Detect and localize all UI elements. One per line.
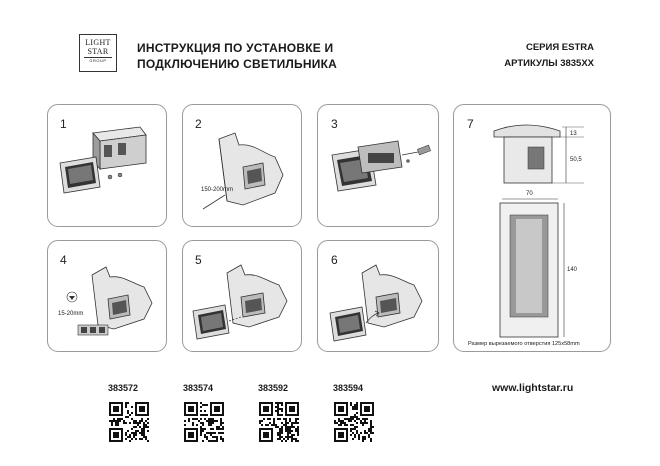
dim-13: 13 [570,131,577,137]
step-5-panel [182,240,302,352]
step-2-dimension: 150-200mm [201,187,234,193]
website-link[interactable]: www.lightstar.ru [492,382,574,394]
step-7-number: 7 [467,117,474,131]
step-4-illustration [48,241,168,353]
step-7-dimension-drawing [454,105,612,353]
step-4-number: 4 [60,253,67,267]
qr-code-2 [184,402,224,442]
dim-140: 140 [567,267,578,273]
qr-code-1 [109,402,149,442]
series-articles: АРТИКУЛЫ 3835XX [504,58,594,69]
series-info [498,40,594,72]
step-1-panel [47,104,167,227]
dim-50-5: 50,5 [570,157,582,163]
dim-70: 70 [526,191,533,197]
step-1-illustration [48,105,168,228]
brand-logo [79,34,117,72]
step-7-panel [453,104,611,352]
article-code-3: 383592 [258,383,289,393]
step-4-panel [47,240,167,352]
article-code-1: 383572 [108,383,139,393]
logo-line-2: STAR [87,47,109,56]
step-2-panel [182,104,302,227]
series-name: СЕРИЯ ESTRA [525,42,594,53]
step-2-number: 2 [195,117,202,131]
qr-code-4 [334,402,374,442]
qr-code-3 [259,402,299,442]
step-3-panel [317,104,439,227]
step-4-dimension: 15-20mm [58,311,84,317]
document-title [137,40,337,72]
article-code-2: 383574 [183,383,214,393]
step-6-panel [317,240,439,352]
step-2-illustration [183,105,303,228]
title-line-2: ПОДКЛЮЧЕНИЮ СВЕТИЛЬНИКА [137,57,337,71]
title-line-1: ИНСТРУКЦИЯ ПО УСТАНОВКЕ И [137,41,334,55]
step-5-illustration [183,241,303,353]
step-5-number: 5 [195,253,202,267]
step-6-illustration [318,241,440,353]
step-1-number: 1 [60,117,67,131]
cutout-size-caption: Размер вырезаемого отверстия 125x58mm [468,341,580,347]
step-3-number: 3 [331,117,338,131]
logo-line-3: GROUP [84,57,112,64]
step-6-number: 6 [331,253,338,267]
step-3-illustration [318,105,440,228]
article-code-4: 383594 [333,383,364,393]
logo-line-1: LIGHT [85,38,111,47]
